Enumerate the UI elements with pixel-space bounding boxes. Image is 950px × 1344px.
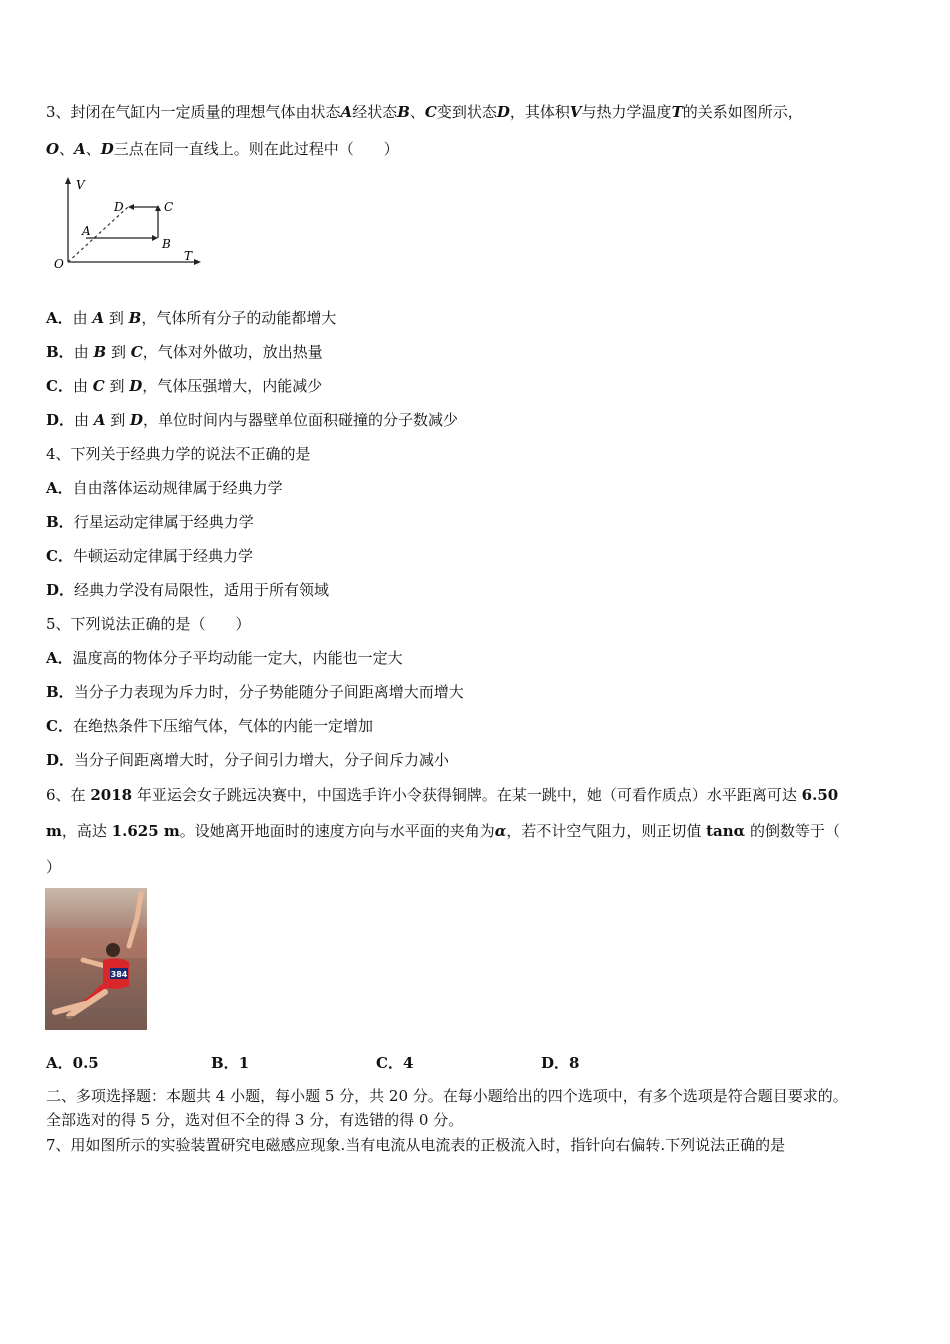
option-letter: B． [46,513,74,531]
q4-option-a [46,478,283,498]
q6-stem-line2 [46,821,840,841]
q3-text: 的关系如图所示， [682,103,803,121]
q4-stem: 4、下列关于经典力学的说法不正确的是 [46,445,311,463]
option-text: ，单位时间内与器壁单位面积碰撞的分子数减少 [143,411,459,429]
q3-option-c [46,376,322,396]
option-text: 由 [72,377,88,395]
q3-symbol-v: V [569,103,582,121]
option-letter: B． [46,343,74,361]
long-jump-photo [45,888,147,1030]
option-text: 行星运动定律属于经典力学 [73,513,254,531]
arrow-cd-icon [128,204,134,210]
option-symbol: D [129,377,143,395]
point-a-label: A [82,224,91,238]
q3-text: 变到状态 [436,103,497,121]
q3-option-d [46,410,458,430]
q3-text: 、 [409,103,425,121]
option-text: ，气体所有分子的动能都增大 [141,309,337,327]
q6-text: 6、在 [46,786,86,804]
point-b-label: B [162,237,171,251]
q6-option-c [376,1052,413,1073]
option-value: 0.5 [72,1054,99,1072]
t-axis-label: T [184,249,193,263]
track [45,1016,147,1030]
option-text: 由 [72,309,88,327]
v-axis-label: V [76,178,85,192]
q3-option-b [46,342,323,362]
arrow-bc-icon [155,205,161,211]
option-letter: A． [46,649,73,667]
v-axis-arrow-icon [65,177,71,184]
q6-unit: m [46,822,62,840]
q3-text: 经状态 [352,103,398,121]
q3-option-a [46,308,336,328]
option-text: ，气体对外做功，放出热量 [142,343,323,361]
option-letter: C． [46,547,73,565]
q6-tan: tanα [706,822,746,840]
vt-graph [46,172,206,272]
q4-option-d [46,580,329,600]
q3-text: ，其体积 [509,103,570,121]
q6-text: ，高达 [61,822,107,840]
q3-text: 3、封闭在气缸内一定质量的理想气体由状态 [46,103,341,121]
option-symbol: C [130,343,143,361]
option-text: 当分子间距离增大时，分子间引力增大，分子间斥力减小 [74,751,450,769]
point-d-label: D [114,200,124,214]
option-symbol: B [93,343,107,361]
oad-dashed-line [68,207,128,262]
q3-stem-line1 [46,102,803,122]
q4-option-b [46,512,254,532]
q5-stem: 5、下列说法正确的是（ ） [46,615,251,633]
q6-distance: 6.50 [801,786,839,804]
option-letter: C． [46,377,73,395]
point-c-label: C [164,200,174,214]
section2-heading-line2: 全部选对的得 5 分，选对但不全的得 3 分，有选错的得 0 分。 [46,1111,464,1129]
section2-heading-line1: 二、多项选择题：本题共 4 小题，每小题 5 分，共 20 分。在每小题给出的四个选项中，有多个选项是符合题目要求的。 [46,1087,848,1105]
q6-option-a [46,1052,99,1073]
q6-height: 1.625 m [111,822,180,840]
option-symbol: C [92,377,105,395]
q5-option-d [46,750,449,770]
option-text: 当分子力表现为斥力时，分子势能随分子间距离增大而增大 [73,683,464,701]
option-text: 由 [74,411,90,429]
q4-option-c [46,546,253,566]
option-text: 由 [73,343,89,361]
option-letter: A． [46,479,73,497]
option-letter: C． [376,1054,403,1072]
q6-text: 的倒数等于（ [750,822,841,840]
option-letter: A． [46,1054,73,1072]
option-value: 4 [402,1054,414,1072]
q3-text: 、 [85,140,101,158]
option-text: 在绝热条件下压缩气体，气体的内能一定增加 [72,717,373,735]
option-letter: A． [46,309,73,327]
option-symbol: A [92,309,105,327]
option-letter: D． [46,581,75,599]
q3-symbol-a: A [340,103,353,121]
q6-option-b [211,1052,249,1073]
q5-option-a [46,648,403,668]
option-symbol: B [128,309,142,327]
option-letter: D． [541,1054,570,1072]
option-text: 到 [108,309,124,327]
q6-stem-line1 [46,785,838,805]
arrow-ab-icon [152,235,158,241]
q3-symbol-b: B [397,103,410,121]
q6-text: ，若不计空气阻力，则正切值 [506,822,702,840]
option-value: 1 [238,1054,250,1072]
option-text: 自由落体运动规律属于经典力学 [72,479,283,497]
origin-label: O [54,257,64,271]
option-text: 到 [109,377,125,395]
q6-year: 2018 [90,786,133,804]
option-text: 经典力学没有局限性，适用于所有领域 [74,581,330,599]
t-axis-arrow-icon [194,259,201,265]
q6-text: 。设她离开地面时的速度方向与水平面的夹角为 [179,822,495,840]
q3-symbol-d: D [100,140,114,158]
option-text: 牛顿运动定律属于经典力学 [72,547,253,565]
option-symbol: D [130,411,144,429]
option-text: 到 [110,343,126,361]
q3-symbol-d: D [496,103,510,121]
option-letter: D． [46,411,75,429]
option-letter: B． [46,683,74,701]
q6-alpha: α [494,822,507,840]
q3-text: 、 [59,140,75,158]
q6-stem-line3: ） [46,858,62,876]
q3-symbol-t: T [671,103,683,121]
q3-text: ） [383,140,399,158]
q7-stem: 7、用如图所示的实验装置研究电磁感应现象.当有电流从电流表的正极流入时，指针向右偏转.下列说法正确的是 [46,1136,786,1154]
q3-text: 三点在同一直线上。则在此过程中（ [113,140,354,158]
q5-option-b [46,682,464,702]
q3-text: 与热力学温度 [581,103,672,121]
q3-symbol-o: O [46,140,60,158]
option-text: 到 [110,411,126,429]
option-letter: C． [46,717,73,735]
option-letter: B． [211,1054,239,1072]
option-text: 温度高的物体分子平均动能一定大，内能也一定大 [72,649,403,667]
q6-option-d [541,1052,579,1073]
q3-symbol-a: A [74,140,86,158]
bib-number-text: 384 [110,970,128,979]
option-value: 8 [569,1054,580,1072]
q3-answer-blank [354,140,384,158]
option-text: ，气体压强增大，内能减少 [142,377,323,395]
option-symbol: A [93,411,106,429]
option-letter: D． [46,751,75,769]
athlete-head [106,943,120,957]
q6-text: 年亚运会女子跳远决赛中，中国选手许小令获得铜牌。在某一跳中，她（可看作质点）水平距离可达 [136,786,797,804]
q3-symbol-c: C [424,103,437,121]
q3-stem-line2 [46,139,399,159]
q5-option-c [46,716,373,736]
